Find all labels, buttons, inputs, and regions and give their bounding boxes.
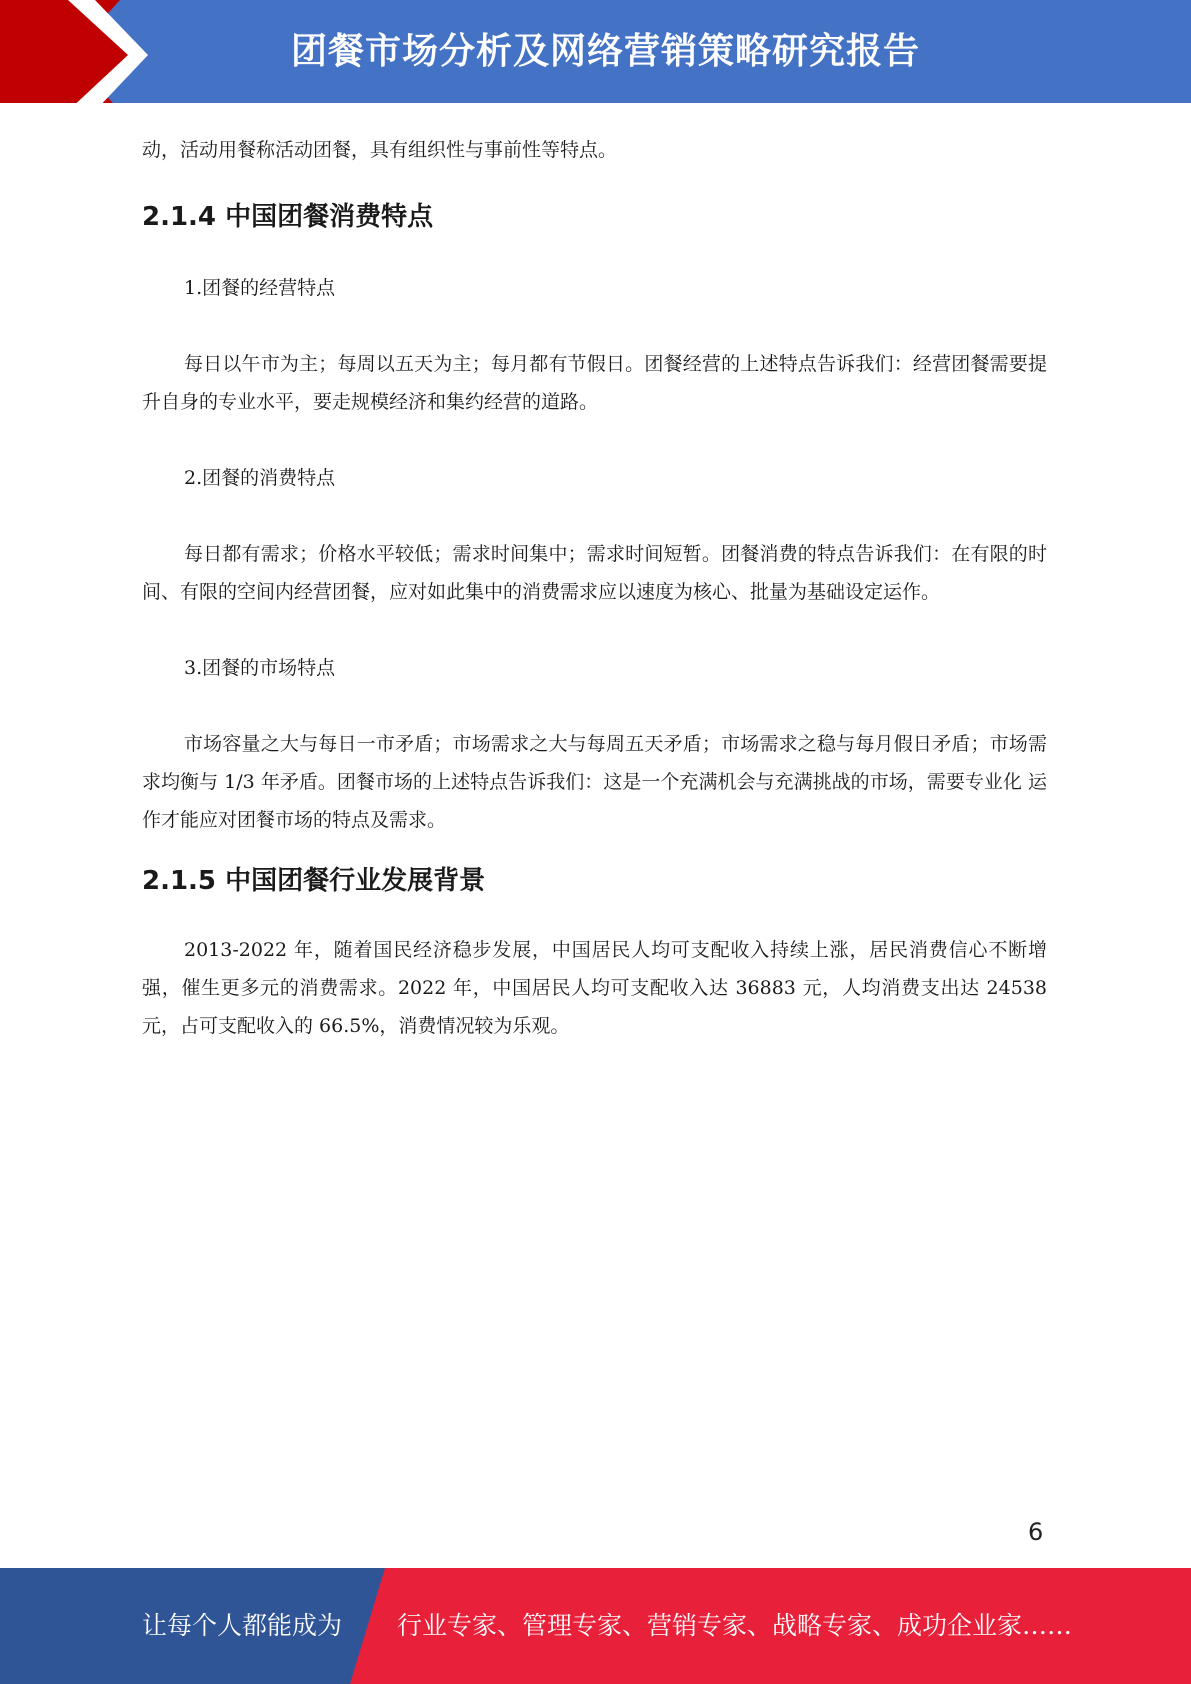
item-paragraph-1: 每日以午市为主；每周以五天为主；每月都有节假日。团餐经营的上述特点告诉我们：经营团餐需要提升自身的专业水平，要走规模经济和集约经营的道路。 xyxy=(142,353,1047,413)
page-body xyxy=(142,131,1047,1045)
background-paragraph: 2013-2022 年，随着国民经济稳步发展，中国居民人均可支配收入持续上涨，居民消费信心不断增强，催生更多元的消费需求。2022 年，中国居民人均可支配收入达 36883 元，人均消费支出达 24538 元，占可支配收入的 66.5%，消费情况较为乐观。 xyxy=(142,939,1047,1037)
item-paragraph-3: 市场容量之大与每日一市矛盾；市场需求之大与每周五天矛盾；市场需求之稳与每月假日矛盾；市场需求均衡与 1/3 年矛盾。团餐市场的上述特点告诉我们：这是一个充满机会与充满挑战的市场，需要专业化 运作才能应对团餐市场的特点及需求。 xyxy=(142,733,1047,831)
footer-slogan-left: 让每个人都能成为 xyxy=(142,1611,343,1640)
item-title-3: 3.团餐的市场特点 xyxy=(184,657,336,679)
item-title-1: 1.团餐的经营特点 xyxy=(184,277,336,299)
section-heading-2-1-4: 2.1.4 中国团餐消费特点 xyxy=(142,202,434,232)
item-paragraph-2: 每日都有需求；价格水平较低；需求时间集中；需求时间短暂。团餐消费的特点告诉我们：在有限的时间、有限的空间内经营团餐，应对如此集中的消费需求应以速度为核心、批量为基础设定运作。 xyxy=(142,543,1047,603)
footer-slogan-right: 行业专家、管理专家、营销专家、战略专家、成功企业家…… xyxy=(397,1611,1073,1640)
item-title-2: 2.团餐的消费特点 xyxy=(184,467,336,489)
page-number: 6 xyxy=(1028,1518,1044,1546)
section-heading-2-1-5: 2.1.5 中国团餐行业发展背景 xyxy=(142,866,486,896)
page-header xyxy=(0,0,1191,111)
report-title: 团餐市场分析及网络营销策略研究报告 xyxy=(290,31,920,72)
page-footer xyxy=(0,1568,1191,1684)
intro-paragraph: 动，活动用餐称活动团餐，具有组织性与事前性等特点。 xyxy=(142,139,618,161)
